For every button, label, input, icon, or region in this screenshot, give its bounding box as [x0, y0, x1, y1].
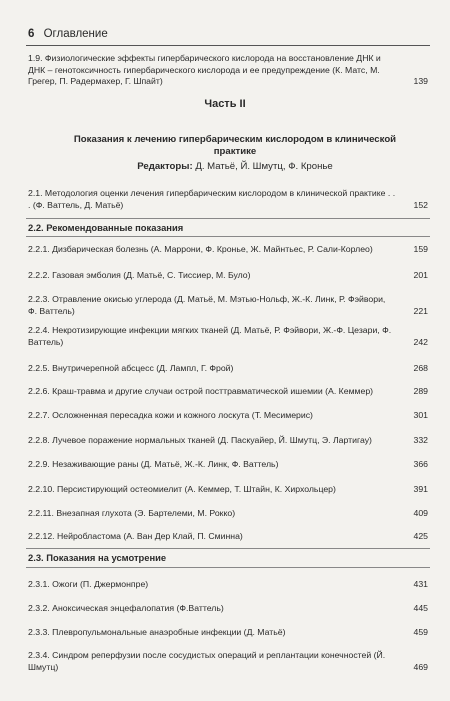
toc-entry-text: 2.3.3. Плевропульмональные анаэробные инфекции (Д. Матьё) — [28, 627, 286, 637]
toc-entry-text: 2.2.3. Отравление окисью углерода (Д. Матьё, М. Мэтью-Нольф, Ж.-К. Линк, Р. Фэйвори, Ф. Ваттель) — [28, 294, 386, 316]
toc-entry-page: 201 — [413, 270, 428, 280]
toc-entry-text: 2.1. Методология оценки лечения гипербарическим кислородом в клинической практике . . . (Ф. Ваттель, Д. Матьё) — [28, 188, 396, 210]
toc-entry-page: 425 — [413, 531, 428, 541]
toc-entry[interactable] — [28, 531, 428, 543]
toc-entry-page: 159 — [413, 244, 428, 254]
toc-entry[interactable] — [28, 363, 428, 375]
toc-entry-page: 301 — [413, 410, 428, 420]
toc-entry-page: 139 — [413, 76, 428, 86]
toc-entry-text: 2.3.2. Аноксическая энцефалопатия (Ф.Ваттель) — [28, 603, 224, 613]
toc-entry[interactable] — [28, 579, 428, 591]
page-number: 6 — [28, 28, 35, 40]
toc-entry-text: 2.2.12. Нейробластома (А. Ван Дер Клай, П. Сминна) — [28, 531, 243, 541]
toc-entry[interactable] — [28, 410, 428, 422]
toc-entry-text: 2.2.11. Внезапная глухота (Э. Бартелеми, М. Рокко) — [28, 508, 236, 518]
toc-entry-page: 242 — [413, 336, 428, 347]
section-rule — [26, 567, 430, 568]
toc-entry-page: 459 — [413, 627, 428, 637]
toc-entry-page: 445 — [413, 603, 428, 613]
toc-entry-page: 409 — [413, 508, 428, 518]
editors-names: Д. Матьё, Й. Шмутц, Ф. Кронье — [195, 161, 333, 172]
toc-entry[interactable] — [28, 435, 428, 447]
toc-entry[interactable] — [28, 627, 428, 639]
toc-entry[interactable] — [28, 294, 428, 317]
part-editors — [30, 161, 440, 172]
part-title: Показания к лечению гипербарическим кислородом в клинической практике — [73, 134, 397, 157]
toc-entry-text: 2.2.5. Внутричерепной абсцесс (Д. Лампл, Г. Фрой) — [28, 363, 234, 373]
header-rule — [26, 45, 430, 46]
part-heading: Часть II — [204, 98, 246, 110]
toc-entry-page: 469 — [413, 661, 428, 672]
running-header — [28, 28, 108, 40]
toc-entry[interactable] — [28, 650, 428, 673]
toc-entry[interactable] — [28, 386, 428, 398]
toc-entry-page: 268 — [413, 363, 428, 373]
toc-entry-page: 221 — [413, 305, 428, 316]
section-rule — [26, 548, 430, 549]
toc-entry-page: 152 — [413, 199, 428, 210]
section-rule — [26, 218, 430, 219]
toc-entry-page: 391 — [413, 484, 428, 494]
toc-entry[interactable] — [28, 508, 428, 520]
section-rule — [26, 236, 430, 237]
toc-entry-text: 1.9. Физиологические эффекты гипербарического кислорода на восстановление ДНК и ДНК – генотоксичность гипербарического кислорода и ее предупреждение (К. Матс, М. Грегер, П. Радермахер, Г. Шпайт) — [28, 53, 381, 86]
section-heading-2-2: 2.2. Рекомендованные показания — [28, 222, 184, 233]
toc-entry-1-9[interactable] — [28, 53, 428, 88]
toc-entry[interactable] — [28, 603, 428, 615]
toc-entry-page: 332 — [413, 435, 428, 445]
toc-entry-page: 366 — [413, 459, 428, 469]
toc-entry[interactable] — [28, 270, 428, 282]
toc-entry-text: 2.2.7. Осложненная пересадка кожи и кожного лоскута (Т. Месимерис) — [28, 410, 313, 420]
toc-entry[interactable] — [28, 325, 428, 348]
toc-entry-text: 2.2.9. Незаживающие раны (Д. Матьё, Ж.-К. Линк, Ф. Ваттель) — [28, 459, 279, 469]
toc-entry-page: 431 — [413, 579, 428, 589]
section-heading-2-3: 2.3. Показания на усмотрение — [28, 552, 167, 563]
toc-entry-text: 2.2.4. Некротизирующие инфекции мягких тканей (Д. Матьё, Р. Фэйвори, Ж.-Ф. Цезари, Ф. Ваттель) — [28, 325, 392, 347]
toc-entry[interactable] — [28, 244, 428, 256]
toc-entry-text: 2.2.10. Персистирующий остеомиелит (А. Кеммер, Т. Штайн, К. Хирхольцер) — [28, 484, 336, 494]
toc-entry-text: 2.2.6. Краш-травма и другие случаи острой посттравматической ишемии (А. Кеммер) — [28, 386, 374, 396]
running-title: Оглавление — [43, 28, 108, 40]
toc-entry-text: 2.2.8. Лучевое поражение нормальных тканей (Д. Паскуайер, Й. Шмутц, Э. Лартигау) — [28, 435, 372, 445]
toc-entry-text: 2.3.4. Синдром реперфузии после сосудистых операций и реплантации конечностей (Й. Шмутц) — [28, 650, 386, 672]
toc-entry[interactable] — [28, 459, 428, 471]
editors-label: Редакторы: — [137, 161, 193, 172]
toc-entry-text: 2.2.1. Дизбарическая болезнь (А. Маррони, Ф. Кронье, Ж. Майнтьес, Р. Сали-Корлео) — [28, 244, 373, 254]
toc-entry[interactable] — [28, 484, 428, 496]
toc-entry-page: 289 — [413, 386, 428, 396]
toc-entry-text: 2.3.1. Ожоги (П. Джермонпре) — [28, 579, 149, 589]
toc-entry-2-1[interactable] — [28, 188, 428, 211]
toc-entry-text: 2.2.2. Газовая эмболия (Д. Матьё, С. Тиссиер, М. Було) — [28, 270, 251, 280]
